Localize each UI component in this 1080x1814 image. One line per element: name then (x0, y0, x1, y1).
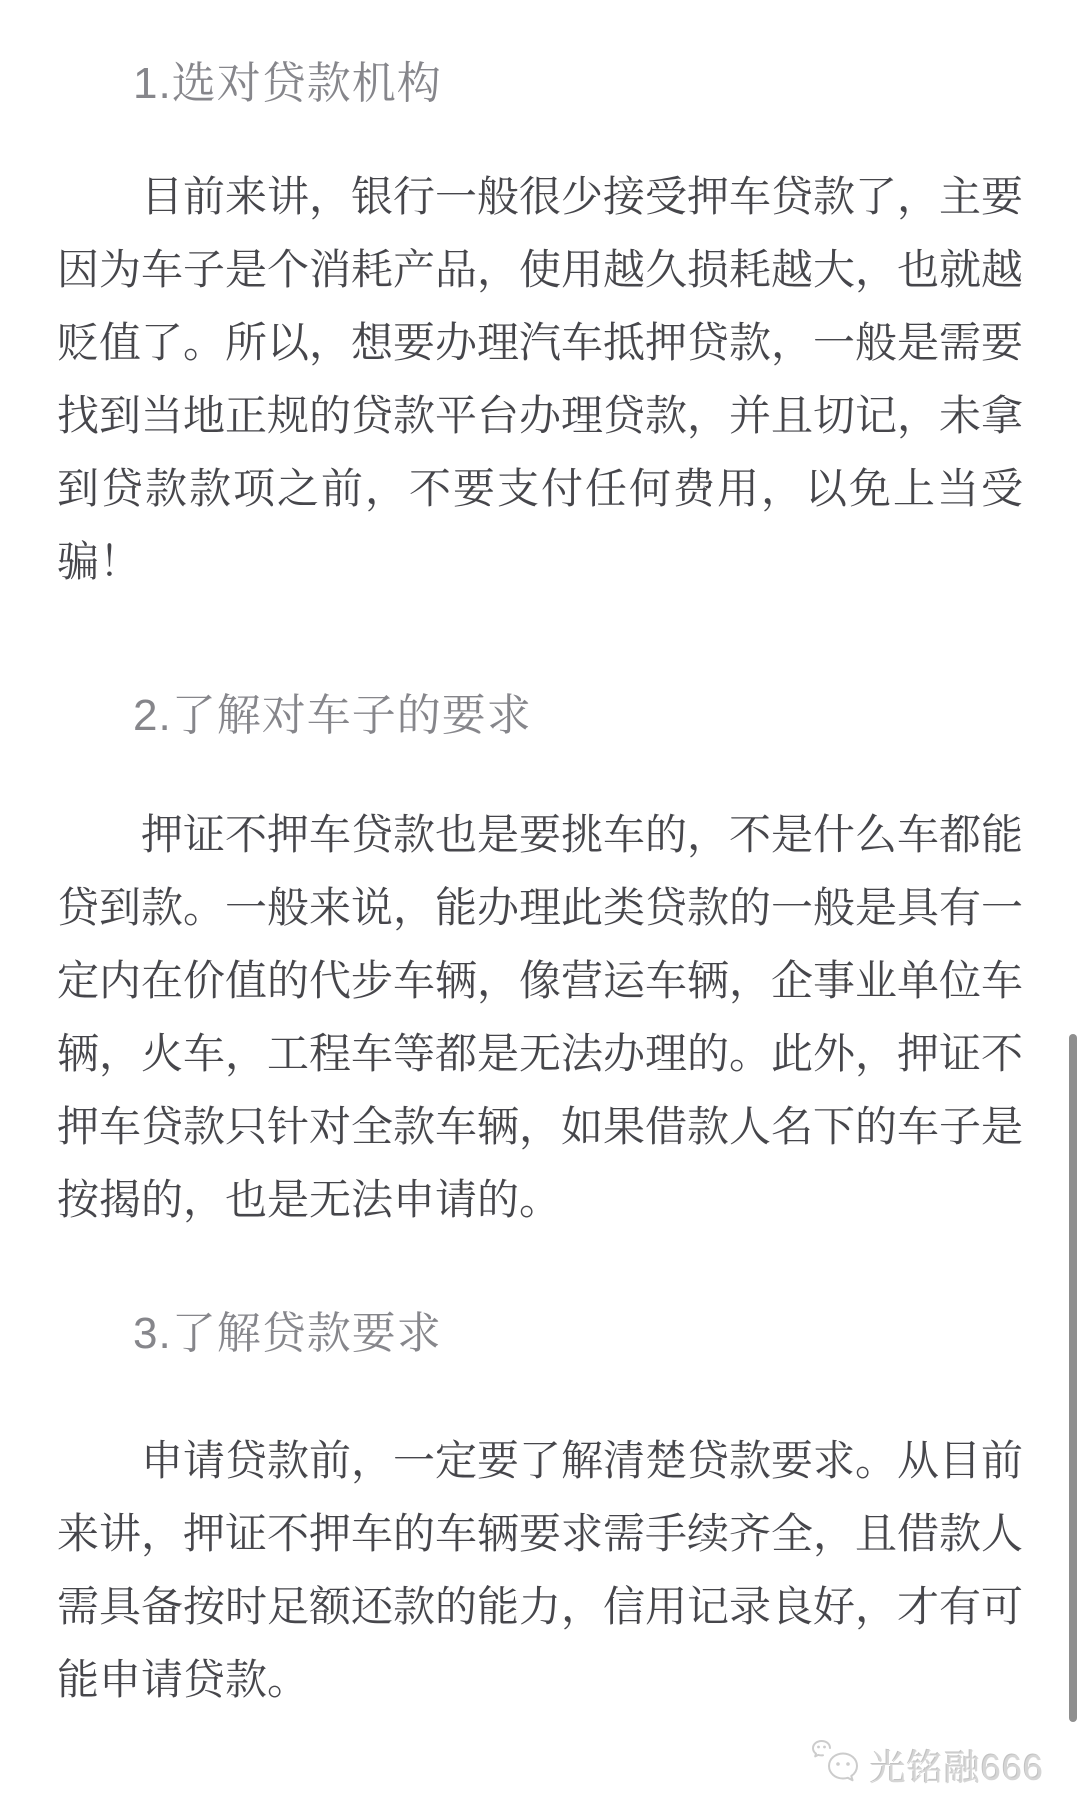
section-heading-3: 3.了解贷款要求 (133, 1309, 442, 1358)
section-paragraph-3: 申请贷款前，一定要了解清楚贷款要求。从目前来讲，押证不押车的车辆要求需手续齐全，且借款人需具备按时足额还款的能力，信用记录良好，才有可能申请贷款。 (57, 1437, 1024, 1703)
watermark-label: 光铭融666 (869, 1747, 1044, 1788)
scrollbar-thumb[interactable] (1069, 1034, 1077, 1722)
watermark (810, 1740, 1044, 1791)
section-paragraph-2: 押证不押车贷款也是要挑车的，不是什么车都能贷到款。一般来说，能办理此类贷款的一般是具有一定内在价值的代步车辆，像营运车辆，企事业单位车辆，火车，工程车等都是无法办理的。此外，押证不押车贷款只针对全款车辆，如果借款人名下的车子是按揭的，也是无法申请的。 (57, 811, 1024, 1223)
wechat-icon (810, 1740, 862, 1791)
section-heading-2: 2.了解对车子的要求 (133, 691, 532, 740)
section-heading-1: 1.选对贷款机构 (133, 59, 442, 108)
section-paragraph-1: 目前来讲，银行一般很少接受押车贷款了，主要因为车子是个消耗产品，使用越久损耗越大，也就越贬值了。所以，想要办理汽车抵押贷款，一般是需要找到当地正规的贷款平台办理贷款，并且切记，未拿到贷款款项之前，不要支付任何费用，以免上当受骗！ (57, 173, 1024, 585)
